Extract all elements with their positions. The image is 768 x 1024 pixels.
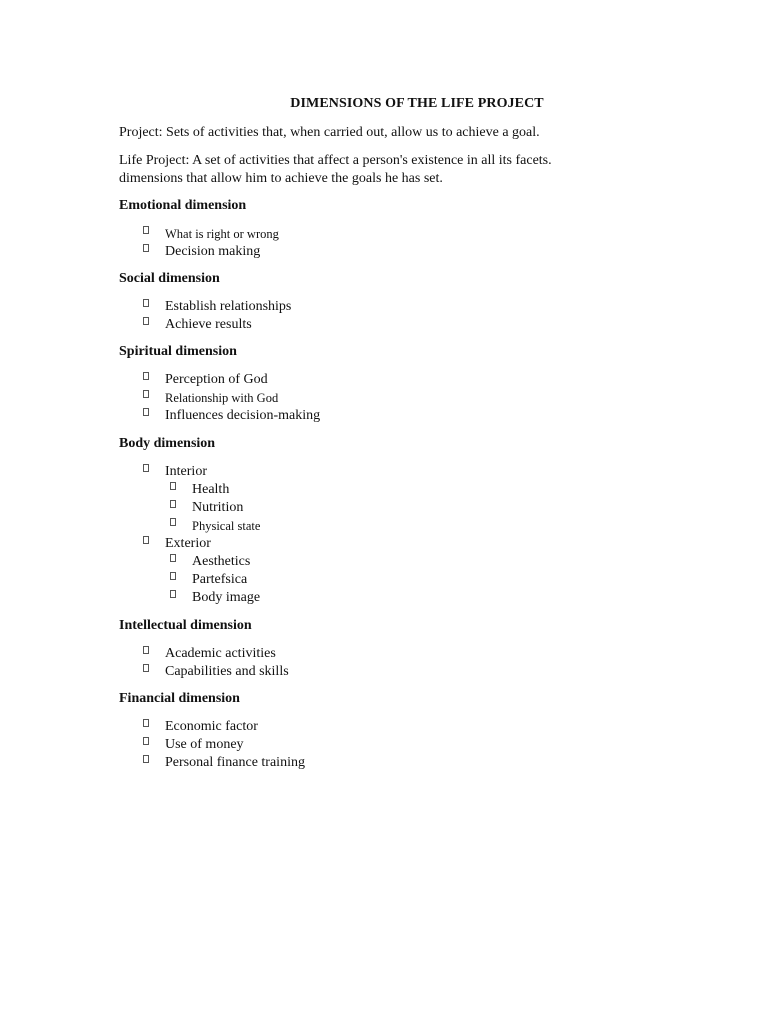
life-project-definition-line1: Life Project: A set of activities that affect a person's existence in all its facets.: [119, 153, 552, 168]
checkbox-bullet-icon: [143, 317, 149, 325]
checkbox-bullet-icon: [143, 408, 149, 416]
checkbox-bullet-icon: [143, 646, 149, 654]
checkbox-bullet-icon: [143, 244, 149, 252]
list-item: Use of money: [165, 737, 244, 752]
life-project-definition-line2: dimensions that allow him to achieve the goals he has set.: [119, 171, 443, 186]
checkbox-bullet-icon: [143, 299, 149, 307]
checkbox-bullet-icon: [143, 719, 149, 727]
checkbox-bullet-icon: [170, 590, 176, 598]
list-item: Personal finance training: [165, 755, 305, 770]
list-item: Influences decision-making: [165, 408, 321, 423]
list-subitem: Health: [192, 482, 230, 497]
list-item: Relationship with God: [165, 391, 279, 405]
list-item: Perception of God: [165, 372, 268, 387]
checkbox-bullet-icon: [143, 464, 149, 472]
checkbox-bullet-icon: [143, 536, 149, 544]
list-subitem: Body image: [192, 590, 261, 605]
checkbox-bullet-icon: [170, 554, 176, 562]
project-definition: Project: Sets of activities that, when carried out, allow us to achieve a goal.: [119, 125, 540, 140]
list-item: Decision making: [165, 244, 261, 259]
list-subitem: Physical state: [192, 519, 261, 533]
social-heading: Social dimension: [119, 271, 220, 286]
list-item: What is right or wrong: [165, 227, 279, 241]
list-item: Academic activities: [165, 646, 276, 661]
spiritual-heading: Spiritual dimension: [119, 344, 237, 359]
checkbox-bullet-icon: [143, 755, 149, 763]
list-subitem: Aesthetics: [192, 554, 251, 569]
list-item: Economic factor: [165, 719, 258, 734]
checkbox-bullet-icon: [170, 518, 176, 526]
list-item: Capabilities and skills: [165, 664, 289, 679]
document-title: DIMENSIONS OF THE LIFE PROJECT: [290, 96, 544, 111]
checkbox-bullet-icon: [143, 664, 149, 672]
emotional-heading: Emotional dimension: [119, 198, 247, 213]
list-item: Achieve results: [165, 317, 252, 332]
intellectual-heading: Intellectual dimension: [119, 618, 252, 633]
list-item-exterior: Exterior: [165, 536, 211, 551]
body-heading: Body dimension: [119, 436, 216, 451]
checkbox-bullet-icon: [170, 500, 176, 508]
checkbox-bullet-icon: [143, 737, 149, 745]
checkbox-bullet-icon: [170, 572, 176, 580]
list-item-interior: Interior: [165, 464, 207, 479]
checkbox-bullet-icon: [143, 226, 149, 234]
financial-heading: Financial dimension: [119, 691, 240, 706]
checkbox-bullet-icon: [143, 372, 149, 380]
list-subitem: Partefsica: [192, 572, 248, 587]
list-item: Establish relationships: [165, 299, 292, 314]
checkbox-bullet-icon: [143, 390, 149, 398]
list-subitem: Nutrition: [192, 500, 244, 515]
checkbox-bullet-icon: [170, 482, 176, 490]
